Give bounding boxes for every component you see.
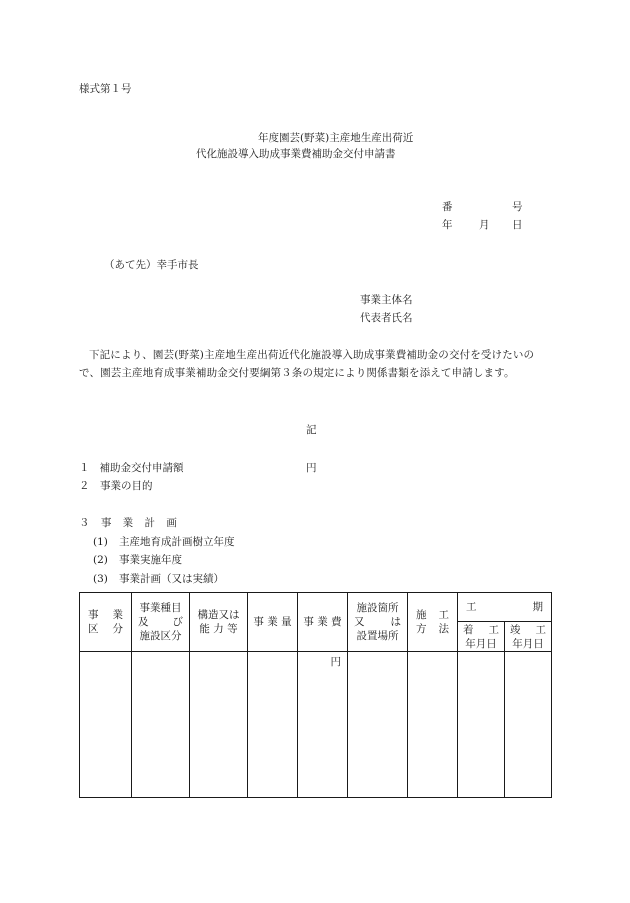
- sub-item-3-label: 事業計画（又は実績）: [119, 573, 224, 585]
- header-seko-hoho: 施 工 方 法: [408, 593, 458, 652]
- item-3: ３ 事 業 計 画: [79, 517, 181, 529]
- title-line-1: 年度園芸(野菜)主産地生産出荷近: [258, 132, 414, 144]
- header-jigyo-hi: 事 業 費: [298, 593, 348, 652]
- sub-item-1-label: 主産地育成計画樹立年度: [119, 536, 235, 548]
- item-1-number: １: [79, 462, 90, 474]
- cell-jigyohi[interactable]: [298, 652, 348, 798]
- header-chakko: 着 工 年月日: [458, 622, 505, 652]
- item-1-label: 補助金交付申請額: [99, 462, 184, 474]
- header-jigyo-ryo: 事 業 量: [248, 593, 298, 652]
- header-shisetsu-basho: 施設箇所 又 は 設置場所: [348, 593, 408, 652]
- header-jigyo-shumoku: 事業種目 及 び 施設区分: [132, 593, 190, 652]
- cell-basho[interactable]: [348, 652, 408, 798]
- form-number: 様式第１号: [79, 83, 132, 95]
- sub-item-2-number: (2): [93, 554, 108, 566]
- ref-go: 号: [512, 201, 523, 213]
- sub-item-1: [93, 535, 235, 551]
- yen-unit: 円: [330, 656, 341, 668]
- item-1: [79, 461, 184, 477]
- ki-heading: 記: [306, 424, 317, 436]
- cell-ryo[interactable]: [248, 652, 298, 798]
- cell-kozo[interactable]: [190, 652, 248, 798]
- body-paragraph: 下記により、園芸(野菜)主産地生産出荷近代化施設導入助成事業費補助金の交付を受けたいので、園芸主産地育成事業補助金交付要綱第３条の規定により関係書類を添えて申請します。: [79, 349, 535, 379]
- cell-kubun[interactable]: [80, 652, 132, 798]
- sub-item-1-number: (1): [93, 536, 108, 548]
- ref-ban: 番: [442, 201, 453, 213]
- header-jigyo-kubun: 事 業 区 分: [80, 593, 132, 652]
- entity-name-label: 事業主体名: [360, 294, 413, 306]
- header-kozo: 構造又は 能 力 等: [190, 593, 248, 652]
- sub-item-3: [93, 572, 224, 588]
- addressee: （あて先）幸手市長: [104, 259, 199, 271]
- header-shunko: 竣 工 年月日: [505, 622, 552, 652]
- table-row: [80, 652, 552, 798]
- cell-shunko[interactable]: [505, 652, 552, 798]
- cell-shumoku[interactable]: [132, 652, 190, 798]
- project-plan-table: [79, 592, 552, 798]
- sub-item-2-label: 事業実施年度: [119, 554, 182, 566]
- header-koki: 工 期: [458, 593, 552, 622]
- cell-chakko[interactable]: [458, 652, 505, 798]
- sub-item-2: [93, 553, 182, 569]
- sub-item-3-number: (3): [93, 573, 108, 585]
- date-month: 月: [479, 219, 490, 231]
- date-day: 日: [512, 219, 523, 231]
- date-year: 年: [442, 219, 453, 231]
- title-line-2: 代化施設導入助成事業費補助金交付申請書: [196, 148, 396, 160]
- item-1-unit: 円: [306, 462, 317, 474]
- cell-hoho[interactable]: [408, 652, 458, 798]
- item-2: ２ 事業の目的: [79, 480, 153, 492]
- representative-name-label: 代表者氏名: [360, 312, 413, 324]
